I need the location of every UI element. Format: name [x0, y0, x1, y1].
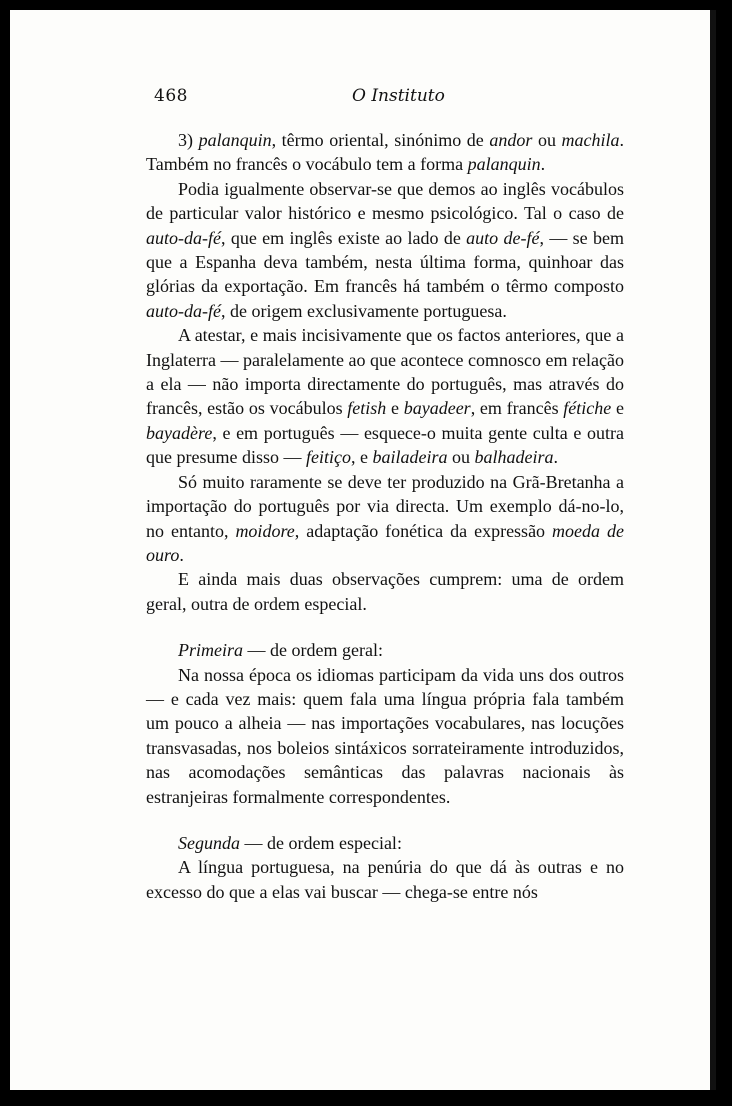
body-text [146, 128, 624, 904]
page-number: 468 [154, 86, 188, 106]
book-page [10, 10, 716, 1090]
heading-segunda: Segunda — de ordem especial: [178, 832, 402, 853]
paragraph-moidore: Só muito raramente se deve ter produzido na Grã-Bretanha a importação do português por via directa. Um exemplo dá-no-lo, no entanto, moidore, adaptação fonética da expressão moeda de ouro. [146, 471, 624, 565]
running-title: O Instituto [352, 86, 445, 106]
paragraph-palanquin: 3) palanquin, têrmo oriental, sinónimo de andor ou machila. Também no francês o vocábulo tem a forma palanquin. [146, 130, 624, 175]
heading-primeira: Primeira — de ordem geral: [178, 640, 383, 661]
paragraph-observacoes: E ainda mais duas observações cumprem: uma de ordem geral, outra de ordem especial. [146, 569, 624, 614]
paragraph-fetish: A atestar, e mais incisivamente que os factos anteriores, que a Inglaterra — paralelamente ao que acontece comnosco em relação a ela — não importa directamente do português, mas através do francês, estão os vocábulos fetish e bayadeer, em francês fétiche e bayadère, e em português — esquece-o muita gente culta e outra que presume disso — feitiço, e bailadeira ou balhadeira. [146, 325, 624, 468]
paragraph-geral: Na nossa época os idiomas participam da vida uns dos outros — e cada vez mais: quem fala uma língua própria fala também um pouco a alheia — nas importações vocabulares, nas locuções transvasadas, nos boleios sintáxicos sorrateiramente introduzidos, nas acomodações semânticas das palavras nacionais às estranjeiras formalmente correspondentes. [146, 664, 624, 807]
paragraph-especial: A língua portuguesa, na penúria do que dá às outras e no excesso do que a elas vai buscar — chega-se entre nós [146, 857, 624, 902]
paragraph-auto-da-fe: Podia igualmente observar-se que demos ao inglês vocábulos de particular valor histórico e mesmo psicológico. Tal o caso de auto-da-fé, que em inglês existe ao lado de auto de-fé, — se bem que a Espanha deva também, nesta última forma, quinhoar das glórias da exportação. Em francês há também o têrmo composto auto-da-fé, de origem exclusivamente portuguesa. [146, 178, 624, 321]
